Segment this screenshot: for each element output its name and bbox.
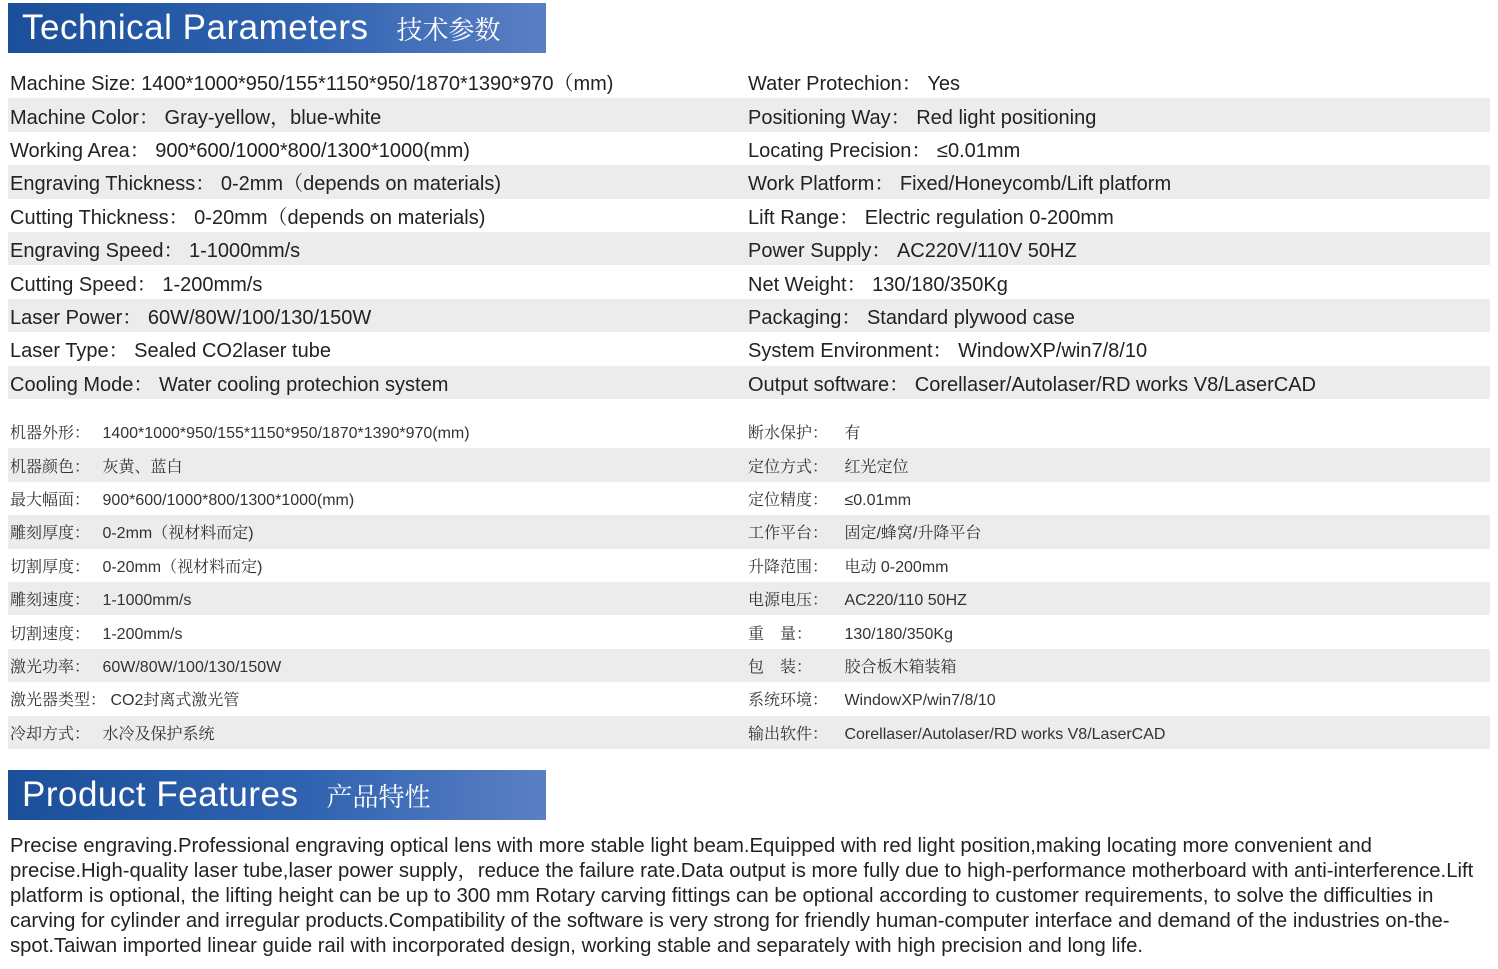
spec-value: 胶合板木箱装箱 <box>844 658 957 676</box>
spec-label: 雕刻速度： <box>10 592 91 610</box>
spec-table-english <box>8 65 1490 399</box>
spec-cell-left <box>8 520 748 543</box>
spec-row <box>8 482 1490 515</box>
spec-value: Fixed/Honeycomb/Lift platform <box>899 173 1172 196</box>
spec-row <box>8 649 1490 682</box>
spec-cell-right <box>748 621 1490 644</box>
spec-row <box>8 265 1490 298</box>
spec-value: Red light positioning <box>916 106 1097 129</box>
spec-cell-left <box>8 301 748 330</box>
spec-cell-left <box>8 721 748 744</box>
spec-label: Power Supply： <box>748 240 892 263</box>
spec-table-chinese <box>8 415 1490 749</box>
spec-value: 1400*1000*950/155*1150*950/1870*1390*970(mm) <box>102 425 470 443</box>
spec-value: 60W/80W/100/130/150W <box>147 306 372 329</box>
spec-label: Laser Type： <box>10 340 129 363</box>
spec-label: 输出软件： <box>748 725 829 743</box>
spec-value: 灰黄、蓝白 <box>102 458 183 476</box>
spec-row <box>8 299 1490 332</box>
spec-value: ≤0.01mm <box>844 491 912 509</box>
spec-cell-left <box>8 234 748 263</box>
spec-cell-right <box>748 167 1490 196</box>
spec-label: Cutting Speed： <box>10 273 157 296</box>
spec-value: Gray-yellow，blue-white <box>164 106 382 129</box>
spec-cell-right <box>748 67 1490 96</box>
spec-row <box>8 232 1490 265</box>
spec-cell-left <box>8 654 748 677</box>
spec-label: 包 装： <box>748 658 813 676</box>
features-title-zh: 产品特性 <box>326 782 431 813</box>
spec-label: Lift Range： <box>748 206 860 229</box>
spec-label: 电源电压： <box>748 592 829 610</box>
spec-value: 0-2mm（depends on materials) <box>220 173 501 196</box>
spec-label: 机器颜色： <box>10 458 91 476</box>
spec-value: Corellaser/Autolaser/RD works V8/LaserCAD <box>914 373 1316 396</box>
spec-row <box>8 132 1490 165</box>
spec-label: Engraving Thickness： <box>10 173 216 196</box>
spec-row <box>8 615 1490 648</box>
spec-row <box>8 332 1490 365</box>
spec-label: 最大幅面： <box>10 491 91 509</box>
spec-row <box>8 199 1490 232</box>
spec-label: 系统环境： <box>748 692 829 710</box>
spec-cell-left <box>8 167 748 196</box>
spec-cell-right <box>748 101 1490 130</box>
spec-cell-left <box>8 621 748 644</box>
spec-label: 激光功率： <box>10 658 91 676</box>
spec-cell-right <box>748 487 1490 510</box>
spec-label: Engraving Speed： <box>10 240 184 263</box>
spec-value: AC220/110 50HZ <box>844 592 967 610</box>
spec-label: 机器外形： <box>10 425 91 443</box>
spec-label: 断水保护： <box>748 425 829 443</box>
spec-value: 电动 0-200mm <box>844 558 949 576</box>
spec-cell-right <box>748 721 1490 744</box>
spec-row <box>8 165 1490 198</box>
spec-value: 0-20mm（视材料而定) <box>102 558 263 576</box>
spec-label: 切割厚度： <box>10 558 91 576</box>
spec-cell-left <box>8 554 748 577</box>
spec-label: 升降范围： <box>748 558 829 576</box>
technical-title-zh: 技术参数 <box>396 15 501 46</box>
spec-label: Positioning Way： <box>748 106 911 129</box>
spec-value: 900*600/1000*800/1300*1000(mm) <box>102 491 355 509</box>
spec-cell-right <box>748 301 1490 330</box>
spec-cell-right <box>748 334 1490 363</box>
spec-cell-left <box>8 420 748 443</box>
spec-cell-right <box>748 654 1490 677</box>
spec-label: Work Platform： <box>748 173 895 196</box>
spec-row <box>8 98 1490 131</box>
spec-label: Laser Power： <box>10 306 143 329</box>
spec-value: Sealed CO2laser tube <box>134 340 331 363</box>
spec-cell-right <box>748 420 1490 443</box>
spec-value: 1-1000mm/s <box>189 240 301 263</box>
spec-label: 切割速度： <box>10 625 91 643</box>
spec-label: Cutting Thickness： <box>10 206 189 229</box>
spec-row <box>8 716 1490 749</box>
spec-cell-right <box>748 520 1490 543</box>
spec-value: Corellaser/Autolaser/RD works V8/LaserCAD <box>844 725 1166 743</box>
spec-cell-right <box>748 234 1490 263</box>
spec-label: System Environment： <box>748 340 953 363</box>
spec-row <box>8 582 1490 615</box>
spec-cell-right <box>748 687 1490 710</box>
technical-parameters-header <box>8 3 546 53</box>
spec-value: 130/180/350Kg <box>872 273 1008 296</box>
spec-value: CO2封离式激光管 <box>110 692 240 710</box>
spec-label: 雕刻厚度： <box>10 525 91 543</box>
spec-value: 130/180/350Kg <box>844 625 953 643</box>
spec-value: 0-20mm（depends on materials) <box>194 206 486 229</box>
spec-value: 1-200mm/s <box>162 273 263 296</box>
spec-label: 定位精度： <box>748 491 829 509</box>
spec-value: Yes <box>927 73 960 96</box>
spec-value: Electric regulation 0-200mm <box>864 206 1114 229</box>
spec-label: 重 量： <box>748 625 813 643</box>
spec-value: Standard plywood case <box>866 306 1075 329</box>
spec-label: 激光器类型： <box>10 692 107 710</box>
spec-cell-left <box>8 368 748 397</box>
spec-value: 红光定位 <box>844 458 909 476</box>
spec-label: Water Protechion： <box>748 73 922 96</box>
spec-cell-left <box>8 67 748 96</box>
spec-value: WindowXP/win7/8/10 <box>844 692 996 710</box>
features-paragraph: Precise engraving.Professional engraving optical lens with more stable light beam.Equipped with red light position,making locating more convenient and precise.High-quality laser tube,laser power supply，reduce the failure rate.Data output is more fully due to high-performance motherboard with anti-interference.Lift platform is optional, the lifting height can be up to 300 mm Rotary carving fittings can be optional according to customer requirements, to solve the difficulties in carving for cylinder and irregular products.Compatibility of the software is very strong for friendly human-computer interface and demand of the industries on-the-spot.Taiwan imported linear guide rail with incorporated design, working stable and separately with high precision and long life. <box>10 835 1474 957</box>
spec-row <box>8 549 1490 582</box>
spec-value: ≤0.01mm <box>937 139 1021 162</box>
features-title-en: Product Features <box>22 775 299 814</box>
spec-value: 0-2mm（视材料而定) <box>102 525 254 543</box>
spec-value: 1-1000mm/s <box>102 592 192 610</box>
spec-cell-left <box>8 454 748 477</box>
spec-label: Machine Color： <box>10 106 159 129</box>
spec-label: Packaging： <box>748 306 862 329</box>
spec-cell-left <box>8 487 748 510</box>
spec-cell-left <box>8 268 748 297</box>
spec-cell-right <box>748 268 1490 297</box>
spec-row <box>8 65 1490 98</box>
spec-cell-right <box>748 554 1490 577</box>
spec-cell-right <box>748 454 1490 477</box>
spec-value: 固定/蜂窝/升降平台 <box>844 525 982 543</box>
spec-cell-right <box>748 587 1490 610</box>
spec-cell-left <box>8 334 748 363</box>
spec-value: 60W/80W/100/130/150W <box>102 658 282 676</box>
spec-value: AC220V/110V 50HZ <box>896 240 1077 263</box>
spec-cell-left <box>8 587 748 610</box>
spec-row <box>8 682 1490 715</box>
spec-cell-right <box>748 201 1490 230</box>
spec-label: Working Area： <box>10 139 150 162</box>
spec-label: 定位方式： <box>748 458 829 476</box>
spec-label: 工作平台： <box>748 525 829 543</box>
spec-label: 冷却方式： <box>10 725 91 743</box>
spec-cell-right <box>748 134 1490 163</box>
spec-value: 1400*1000*950/155*1150*950/1870*1390*970（mm) <box>141 73 614 96</box>
spec-value: 水冷及保护系统 <box>102 725 215 743</box>
spec-row <box>8 448 1490 481</box>
spec-label: Cooling Mode： <box>10 373 154 396</box>
spec-label: Output software： <box>748 373 910 396</box>
spec-value: Water cooling protechion system <box>158 373 449 396</box>
spec-cell-right <box>748 368 1490 397</box>
spec-value: 1-200mm/s <box>102 625 183 643</box>
spec-value: 有 <box>844 425 861 443</box>
spec-cell-left <box>8 101 748 130</box>
spec-row <box>8 415 1490 448</box>
spec-value: WindowXP/win7/8/10 <box>958 340 1148 363</box>
spec-label: Machine Size: <box>10 73 136 96</box>
spec-cell-left <box>8 201 748 230</box>
spec-row <box>8 515 1490 548</box>
spec-label: Net Weight： <box>748 273 867 296</box>
spec-row <box>8 366 1490 399</box>
product-features-header <box>8 770 546 820</box>
spec-label: Locating Precision： <box>748 139 932 162</box>
spec-cell-left <box>8 687 748 710</box>
spec-value: 900*600/1000*800/1300*1000(mm) <box>155 139 470 162</box>
technical-title-en: Technical Parameters <box>22 8 369 47</box>
spec-cell-left <box>8 134 748 163</box>
